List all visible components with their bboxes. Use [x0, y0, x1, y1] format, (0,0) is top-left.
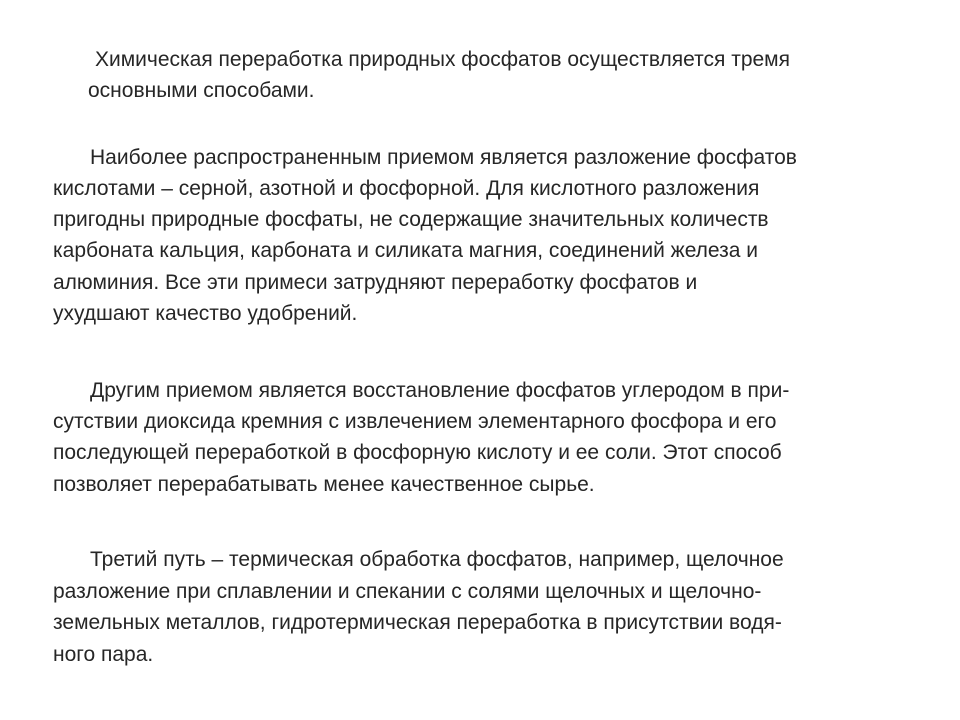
paragraph-line: ного пара.	[53, 643, 154, 666]
paragraph-line: Третий путь – термическая обработка фосфатов, например, щелочное	[90, 548, 784, 571]
paragraph-line: последующей переработкой в фосфорную кислоту и ее соли. Этот способ	[53, 441, 782, 464]
paragraph-line: Химическая переработка природных фосфатов осуществляется тремя	[95, 48, 790, 71]
paragraph-line: кислотами – серной, азотной и фосфорной. Для кислотного разложения	[53, 177, 760, 200]
paragraph-line: Другим приемом является восстановление фосфатов углеродом в при-	[90, 379, 790, 402]
paragraph-line: основными способами.	[88, 79, 315, 102]
paragraph-line: земельных металлов, гидротермическая переработка в присутствии водя-	[53, 611, 782, 634]
paragraph-line: Наиболее распространенным приемом является разложение фосфатов	[90, 146, 797, 169]
paragraph-line: ухудшают качество удобрений.	[53, 302, 358, 325]
paragraph-line: пригодны природные фосфаты, не содержащие значительных количеств	[53, 208, 769, 231]
paragraph-line: карбоната кальция, карбоната и силиката магния, соединений железа и	[53, 239, 759, 262]
paragraph-line: алюминия. Все эти примеси затрудняют переработку фосфатов и	[53, 271, 698, 294]
paragraph-line: позволяет перерабатывать менее качественное сырье.	[53, 473, 595, 496]
paragraph-line: разложение при сплавлении и спекании с солями щелочных и щелочно-	[53, 580, 762, 603]
paragraph-line: сутствии диоксида кремния с извлечением элементарного фосфора и его	[53, 410, 777, 433]
